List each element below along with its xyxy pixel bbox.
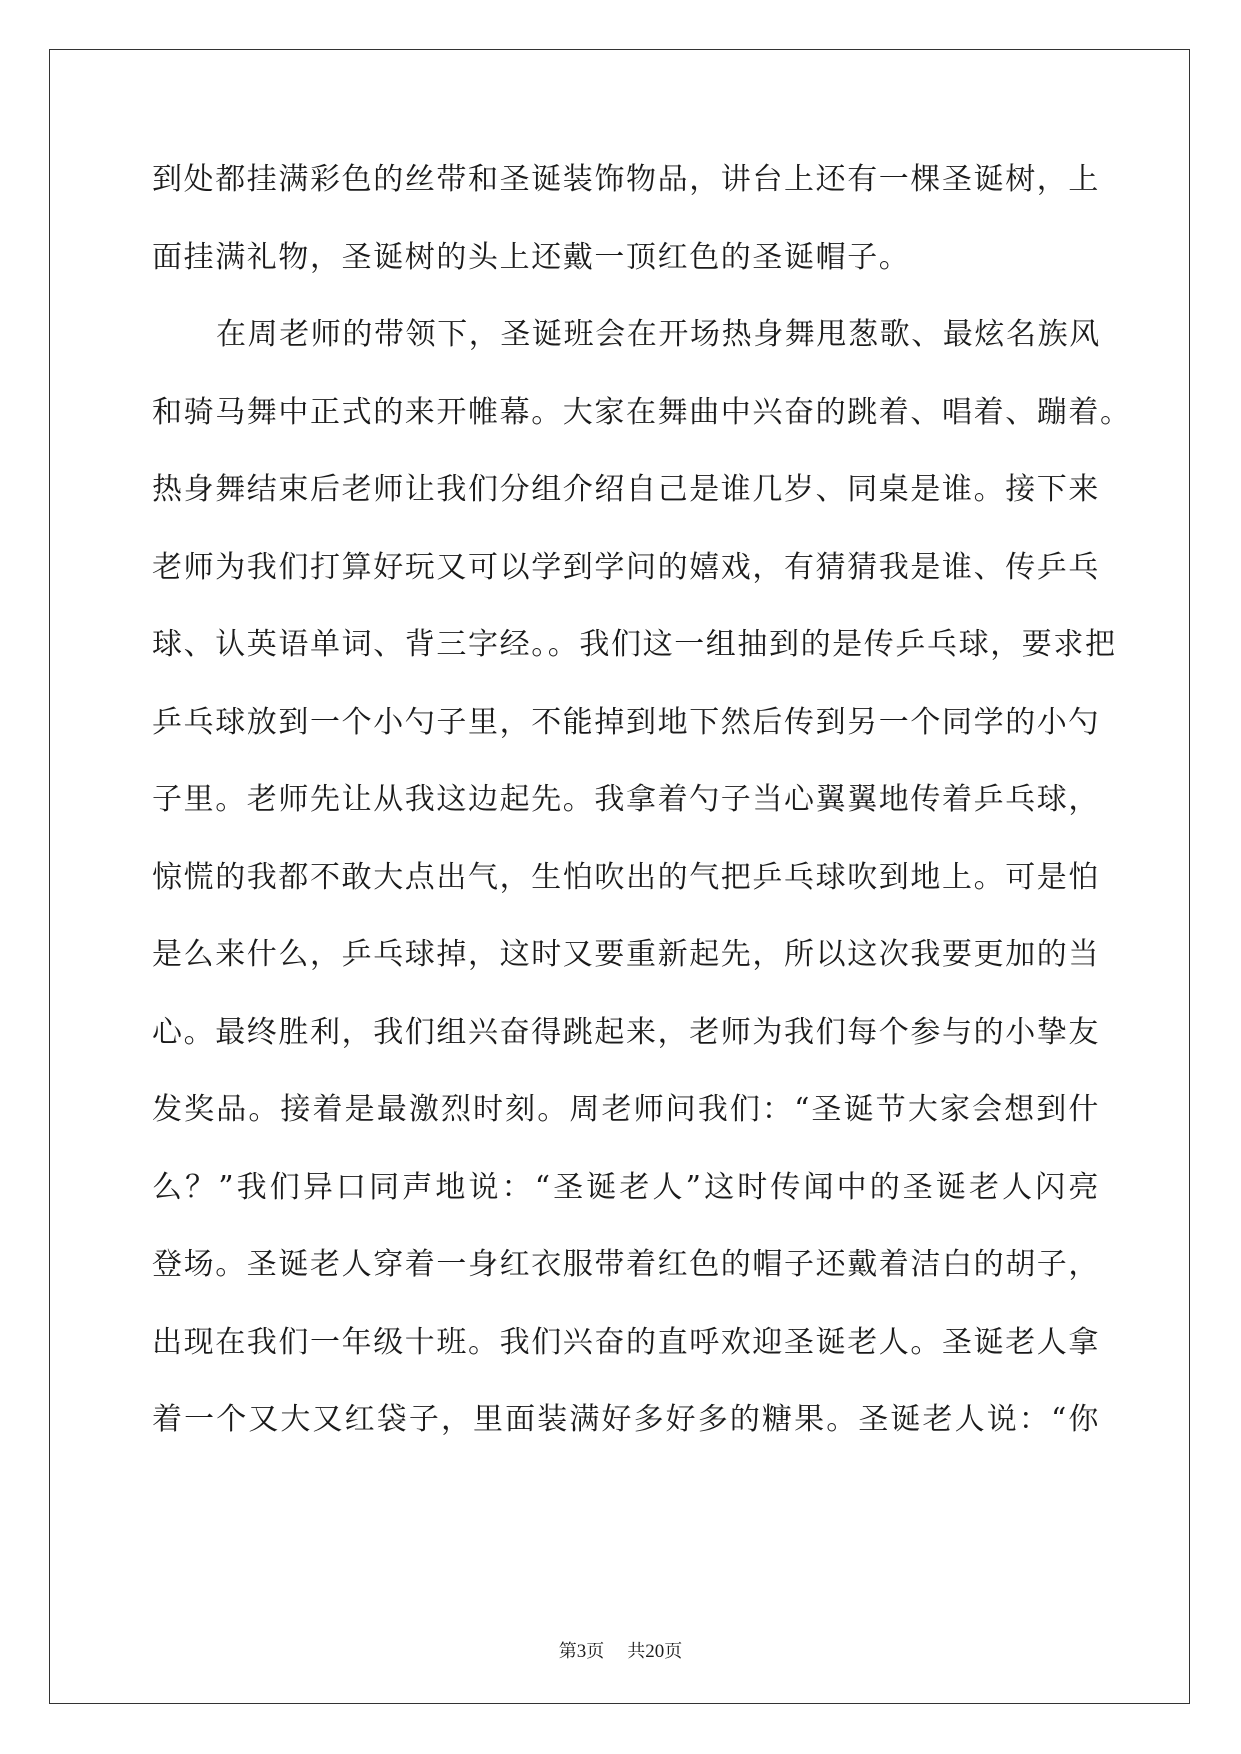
text-line: 和骑马舞中正式的来开帷幕。大家在舞曲中兴奋的跳着、唱着、蹦着。 xyxy=(152,394,1132,430)
text-line: 着一个又大又红袋子，里面装满好多好多的糖果。圣诞老人说：“你 xyxy=(152,1402,1100,1437)
page-total: 20 xyxy=(645,1641,665,1662)
text-line: 球、认英语单词、背三字经。。我们这一组抽到的是传乒乓球，要求把 xyxy=(152,627,1117,662)
text-line: 到处都挂满彩色的丝带和圣诞装饰物品，讲台上还有一棵圣诞树，上 xyxy=(152,162,1100,197)
text-line: 心。最终胜利，我们组兴奋得跳起来，老师为我们每个参与的小挚友 xyxy=(152,1014,1100,1050)
text-line: 登场。圣诞老人穿着一身红衣服带着红色的帽子还戴着洁白的胡子， xyxy=(152,1247,1100,1282)
text-line: 发奖品。接着是最激烈时刻。周老师问我们：“圣诞节大家会想到什 xyxy=(152,1092,1100,1127)
page-footer xyxy=(0,1640,1241,1664)
text-line: 热身舞结束后老师让我们分组介绍自己是谁几岁、同桌是谁。接下来 xyxy=(152,472,1100,507)
page-current: 3 xyxy=(576,1641,587,1662)
text-line: 乒乓球放到一个小勺子里，不能掉到地下然后传到另一个同学的小勺 xyxy=(152,704,1100,740)
page-prefix: 第 xyxy=(558,1641,577,1662)
total-suffix: 页 xyxy=(664,1641,683,1662)
text-line: 出现在我们一年级十班。我们兴奋的直呼欢迎圣诞老人。圣诞老人拿 xyxy=(152,1324,1100,1360)
text-line: 面挂满礼物，圣诞树的头上还戴一顶红色的圣诞帽子。 xyxy=(152,239,911,275)
text-line: 子里。老师先让从我这边起先。我拿着勺子当心翼翼地传着乒乓球， xyxy=(152,782,1100,817)
document-body xyxy=(152,162,1132,1480)
text-line: 在周老师的带领下，圣诞班会在开场热身舞甩葱歌、最炫名族风 xyxy=(216,317,1101,352)
text-line: 惊慌的我都不敢大点出气，生怕吹出的气把乒乓球吹到地上。可是怕 xyxy=(152,859,1100,895)
text-line: 么？”我们异口同声地说：“圣诞老人”这时传闻中的圣诞老人闪亮 xyxy=(152,1169,1100,1205)
text-line: 是么来什么，乒乓球掉，这时又要重新起先，所以这次我要更加的当 xyxy=(152,937,1100,972)
total-prefix: 共 xyxy=(627,1641,646,1662)
page-suffix: 页 xyxy=(586,1641,605,1662)
text-line: 老师为我们打算好玩又可以学到学问的嬉戏，有猜猜我是谁、传乒乓 xyxy=(152,549,1100,585)
